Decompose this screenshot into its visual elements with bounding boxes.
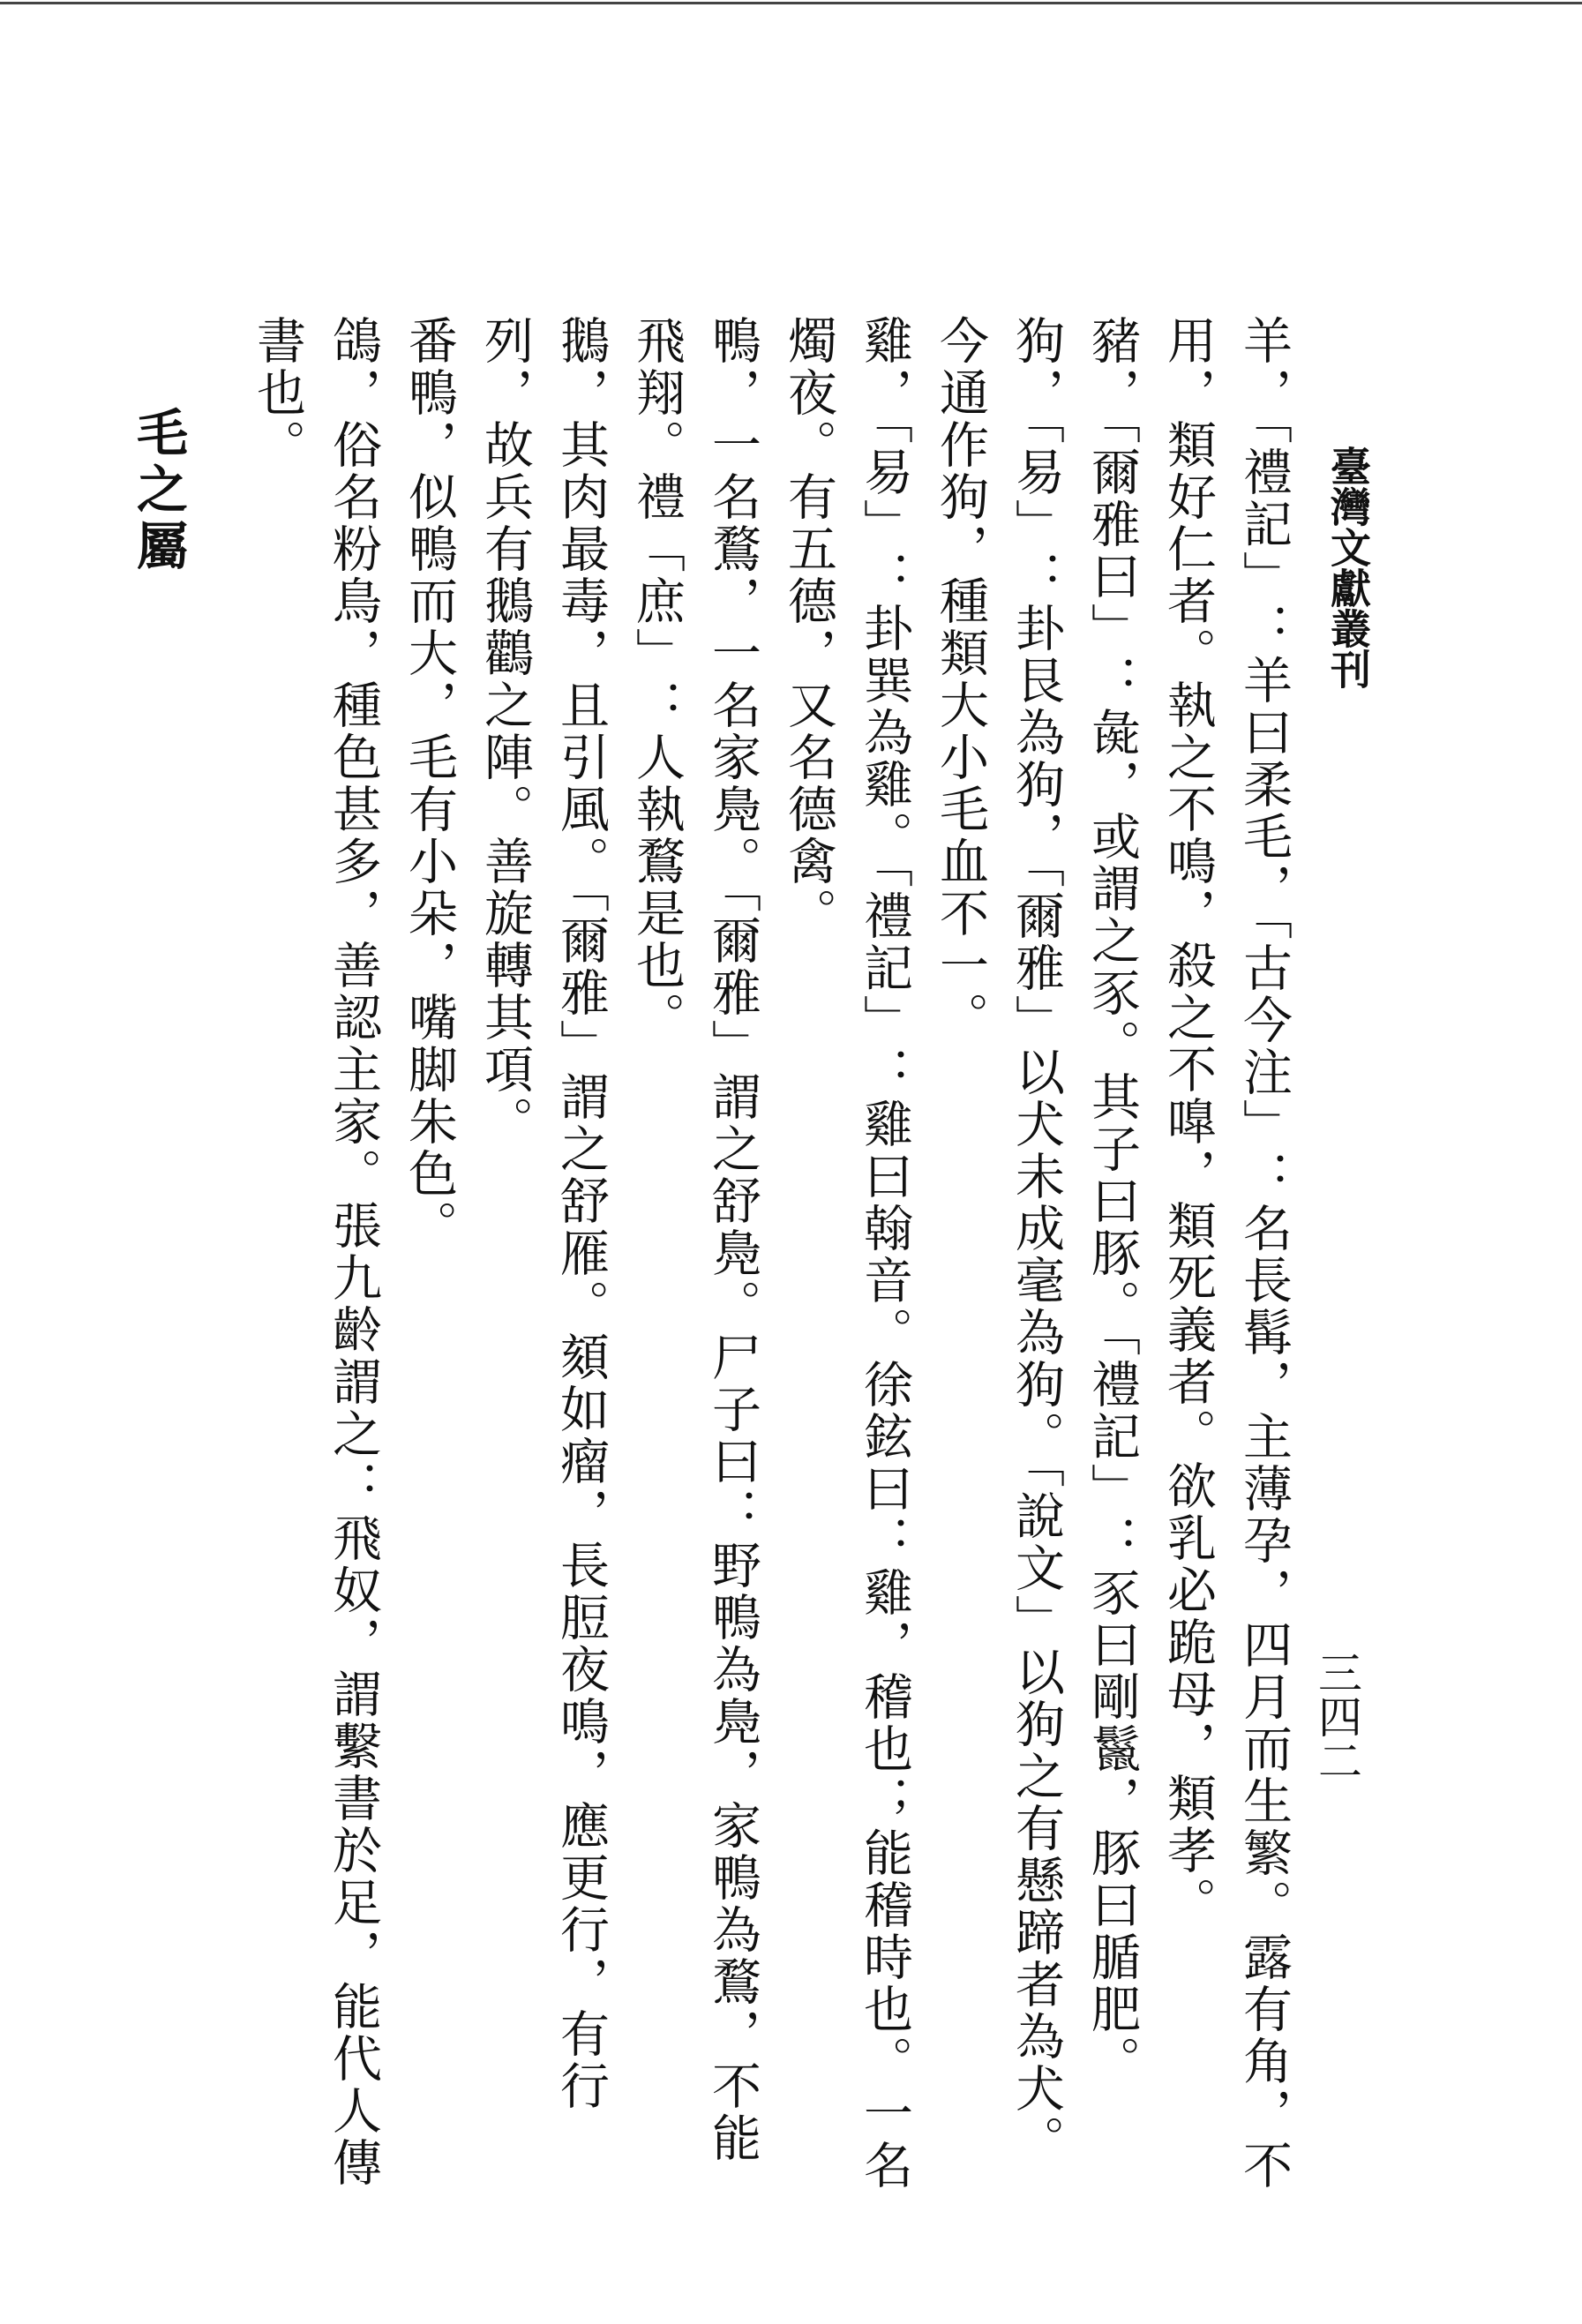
entry-dog: 狗，「易」：卦艮為狗，「爾雅」以犬未成毫為狗。「說文」以狗之有懸蹄者為犬。今通作狗，種類大小毛血不一。 xyxy=(932,315,1065,2167)
page-number: 三四二 xyxy=(1311,1650,1362,1782)
section-heading: 毛之屬 xyxy=(128,406,188,575)
entry-pigeon: 鴿，俗名粉鳥，種色甚多，善認主家。張九齡謂之：飛奴，謂繫書於足，能代人傳書也。 xyxy=(249,315,382,2189)
entry-muscovy-duck: 番鴨，似鴨而大，毛有小朵，嘴脚朱色。 xyxy=(401,315,458,1252)
top-border-line xyxy=(0,2,1582,4)
entry-chicken: 雞，「易」：卦巽為雞。「禮記」：雞曰翰音。徐鉉曰：雞，稽也；能稽時也。一名燭夜。有五德，又名德禽。 xyxy=(780,315,913,2192)
entry-pig: 豬，「爾雅曰」：彘，或謂之豕。其子曰豚。「禮記」：豕曰剛鬣，豚曰腯肥。 xyxy=(1083,315,1141,2088)
entry-duck: 鴨，一名鶩，一名家鳧。「爾雅」謂之舒鳧。尸子曰：野鴨為鳧，家鴨為鶩，不能飛翔。禮「庶」：人執鶩是也。 xyxy=(628,315,761,2164)
entry-goose: 鵝，其肉最毒，且引風。「爾雅」謂之舒雁。頦如瘤，長脰夜鳴，應更行，有行列，故兵有鵝鸛之陣。善旋轉其項。 xyxy=(476,315,610,2112)
entry-sheep: 羊，「禮記」：羊曰柔毛，「古今注」：名長髯，主薄孕，四月而生繁。露有角，不用，類好仁者。執之不鳴，殺之不嘷，類死義者。欲乳必跪母，類孝。 xyxy=(1159,315,1293,2192)
main-text-body xyxy=(251,216,1301,2193)
running-header-title: 臺灣文獻叢刊 xyxy=(1324,446,1372,689)
